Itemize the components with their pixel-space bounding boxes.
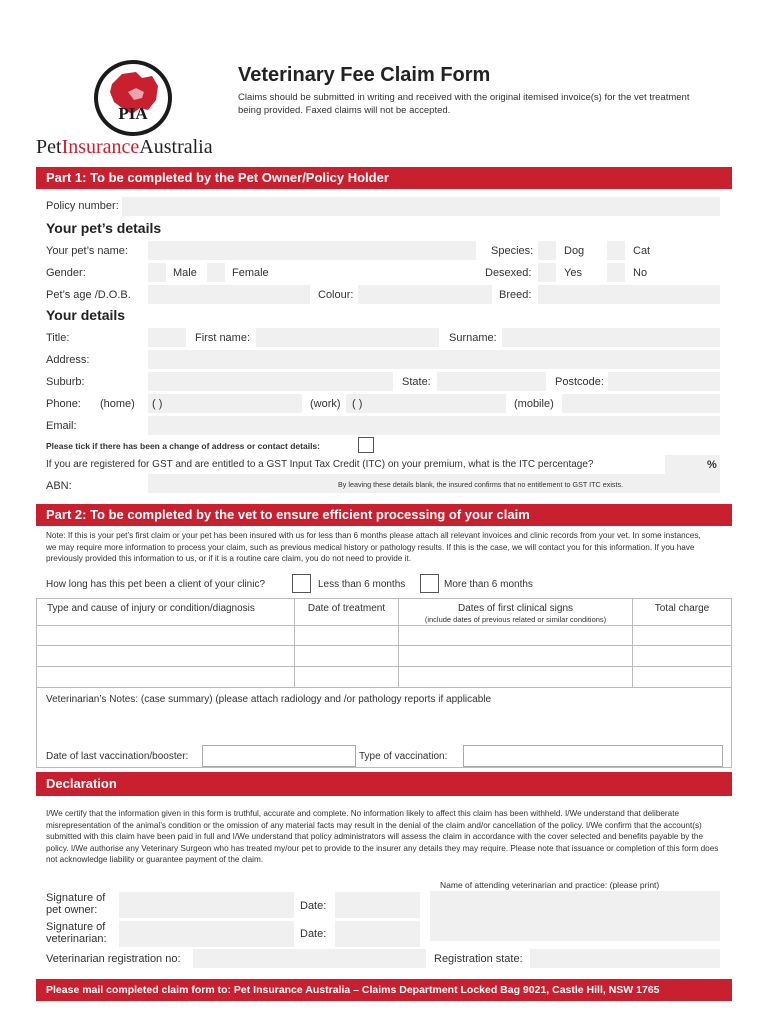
phone-work-label: (work) <box>310 398 341 410</box>
species-cat-checkbox[interactable] <box>607 241 625 260</box>
change-address-checkbox[interactable] <box>358 437 374 453</box>
form-title: Veterinary Fee Claim Form <box>238 64 491 86</box>
gender-female-checkbox[interactable] <box>207 263 225 282</box>
species-dog-checkbox[interactable] <box>538 241 556 260</box>
treatment-table <box>36 598 732 688</box>
part1-heading: Part 1: To be completed by the Pet Owner/Policy Holder <box>36 167 732 189</box>
table-header-total-charge: Total charge <box>654 603 710 614</box>
wordmark-insurance: Insurance <box>61 136 140 158</box>
last-vaccination-field[interactable] <box>202 745 356 767</box>
species-label: Species: <box>491 245 534 257</box>
table-header-date-treatment: Date of treatment <box>307 603 386 614</box>
vet-name-practice-label: Name of attending veterinarian and practice: (please print) <box>440 880 660 890</box>
species-cat-label: Cat <box>633 245 651 257</box>
desexed-no-checkbox[interactable] <box>607 263 625 282</box>
table-subheader-clinical-signs: (include dates of previous related or similar conditions) <box>424 615 607 624</box>
owner-date-field[interactable] <box>335 892 420 918</box>
pia-badge-text: PIA <box>118 104 148 123</box>
desexed-yes-label: Yes <box>564 267 582 279</box>
vet-notes-label: Veterinarian’s Notes: (case summary) (please attach radiology and /or pathology reports if applicable <box>46 694 492 705</box>
phone-work-field[interactable] <box>346 394 506 413</box>
email-field[interactable] <box>148 416 720 435</box>
colour-field[interactable] <box>358 285 492 304</box>
vet-registration-label: Veterinarian registration no: <box>46 953 181 965</box>
part2-heading: Part 2: To be completed by the vet to ensure efficient processing of your claim <box>36 504 732 526</box>
abn-note: By leaving these details blank, the insured confirms that no entitlement to GST ITC exists. <box>338 480 624 489</box>
pet-name-field[interactable] <box>148 241 476 260</box>
vaccination-type-field[interactable] <box>463 745 723 767</box>
phone-label: Phone: <box>46 398 81 410</box>
policy-number-field[interactable] <box>122 197 720 216</box>
vet-signature-label: Signature of veterinarian: <box>46 921 107 945</box>
vaccination-type-label: Type of vaccination: <box>359 751 448 762</box>
postcode-label: Postcode: <box>555 376 604 388</box>
pet-details-heading: Your pet’s details <box>46 220 162 236</box>
phone-home-field[interactable] <box>148 394 302 413</box>
desexed-yes-checkbox[interactable] <box>538 263 556 282</box>
age-dob-label: Pet’s age /D.O.B. <box>46 289 131 301</box>
colour-label: Colour: <box>318 289 354 301</box>
vet-name-practice-field[interactable] <box>430 891 720 941</box>
desexed-no-label: No <box>633 267 648 279</box>
email-label: Email: <box>46 420 77 432</box>
phone-home-parens: ( ) <box>152 398 163 410</box>
species-dog-label: Dog <box>564 245 585 257</box>
wordmark-australia: Australia <box>139 136 213 158</box>
owner-signature-label: Signature of pet owner: <box>46 892 106 916</box>
owner-signature-field[interactable] <box>119 892 294 918</box>
table-row[interactable] <box>37 626 731 645</box>
declaration-text: I/We certify that the information given in this form is truthful, accurate and complete. No information likely to affect this claim has been withheld. I/We understand that deliberate misrepresentation of the animal’s condition or the omission of any material facts may result in the denial of the claim and/or cancellation of the policy. I/We confirm that the account(s) submitted with this claim have been paid in full and I/We understand that policy administrators will assess the claim in accordance with the cover selected and benefits payable by the policy. I/We authorise any Veterinary Surgeon who has treated my/our pet to provide to the insurer any details they may require. Please note that issuance or completion of this form does not acknowledge liability or guarantee payment of the claim. <box>46 809 719 865</box>
gender-male-checkbox[interactable] <box>148 263 166 282</box>
suburb-label: Suburb: <box>46 376 85 388</box>
pia-badge-icon <box>92 58 174 138</box>
registration-state-field[interactable] <box>530 949 720 968</box>
mailing-address-banner: Please mail completed claim form to: Pet Insurance Australia – Claims Department Locked Bag 9021, Castle Hill, NSW 1765 <box>36 979 732 1001</box>
gender-female-label: Female <box>232 267 269 279</box>
table-header-injury: Type and cause of injury or condition/diagnosis <box>47 603 255 614</box>
breed-label: Breed: <box>499 289 532 301</box>
first-name-field[interactable] <box>256 328 439 347</box>
more-than-6-months-checkbox[interactable] <box>420 574 439 593</box>
phone-home-label: (home) <box>100 398 135 410</box>
wordmark-pet: Pet <box>36 136 62 158</box>
postcode-field[interactable] <box>608 372 720 391</box>
vet-signature-field[interactable] <box>119 921 294 947</box>
less-than-6-months-checkbox[interactable] <box>292 574 311 593</box>
phone-work-parens: ( ) <box>352 398 363 410</box>
vet-registration-field[interactable] <box>193 949 426 968</box>
less-than-6-months-label: Less than 6 months <box>318 579 406 590</box>
table-row[interactable] <box>37 667 731 687</box>
table-header-clinical-signs: Dates of first clinical signs <box>457 603 574 614</box>
gst-question: If you are registered for GST and are entitled to a GST Input Tax Credit (ITC) on your premium, what is the ITC percentage? <box>46 459 594 470</box>
client-duration-question: How long has this pet been a client of your clinic? <box>46 579 266 590</box>
abn-label: ABN: <box>46 480 72 492</box>
owner-date-label: Date: <box>300 900 327 912</box>
address-label: Address: <box>46 354 90 366</box>
vet-date-field[interactable] <box>335 921 420 947</box>
address-field[interactable] <box>148 350 720 369</box>
phone-mobile-field[interactable] <box>562 394 720 413</box>
your-details-heading: Your details <box>46 307 126 323</box>
brand-logo <box>36 58 236 158</box>
title-field[interactable] <box>148 328 186 347</box>
gender-male-label: Male <box>173 267 197 279</box>
change-address-label: Please tick if there has been a change of address or contact details: <box>46 441 320 451</box>
declaration-heading: Declaration <box>36 772 732 796</box>
breed-field[interactable] <box>538 285 720 304</box>
state-label: State: <box>402 376 431 388</box>
table-row[interactable] <box>37 646 731 666</box>
part2-note: Note: If this is your pet’s first claim or your pet has been insured with us for less than 6 months please attach all relevant invoices and clinic records from your vet. In some instances, we may require more information to process your claim, such as previous medical history or pathology results. If this is the case, we will contact you for this information. If you have previously provided this information to us, or if it is a routine care claim, you do not need to provide it. <box>46 531 701 564</box>
surname-label: Surname: <box>449 332 497 344</box>
title-label: Title: <box>46 332 70 344</box>
suburb-field[interactable] <box>148 372 393 391</box>
first-name-label: First name: <box>195 332 251 344</box>
surname-field[interactable] <box>502 328 720 347</box>
phone-mobile-label: (mobile) <box>514 398 554 410</box>
vet-date-label: Date: <box>300 928 327 940</box>
more-than-6-months-label: More than 6 months <box>444 579 533 590</box>
state-field[interactable] <box>437 372 546 391</box>
policy-number-label: Policy number: <box>46 200 119 212</box>
form-intro: Claims should be submitted in writing and received with the original itemised invoice(s) for the vet treatment being provided. Faxed claims will not be accepted. <box>238 92 690 116</box>
desexed-label: Desexed: <box>485 267 532 279</box>
pet-name-label: Your pet’s name: <box>46 245 128 257</box>
brand-wordmark <box>36 136 213 159</box>
age-dob-field[interactable] <box>148 285 310 304</box>
percent-sign: % <box>707 459 717 471</box>
gender-label: Gender: <box>46 267 86 279</box>
registration-state-label: Registration state: <box>434 953 523 965</box>
last-vaccination-label: Date of last vaccination/booster: <box>46 751 189 762</box>
